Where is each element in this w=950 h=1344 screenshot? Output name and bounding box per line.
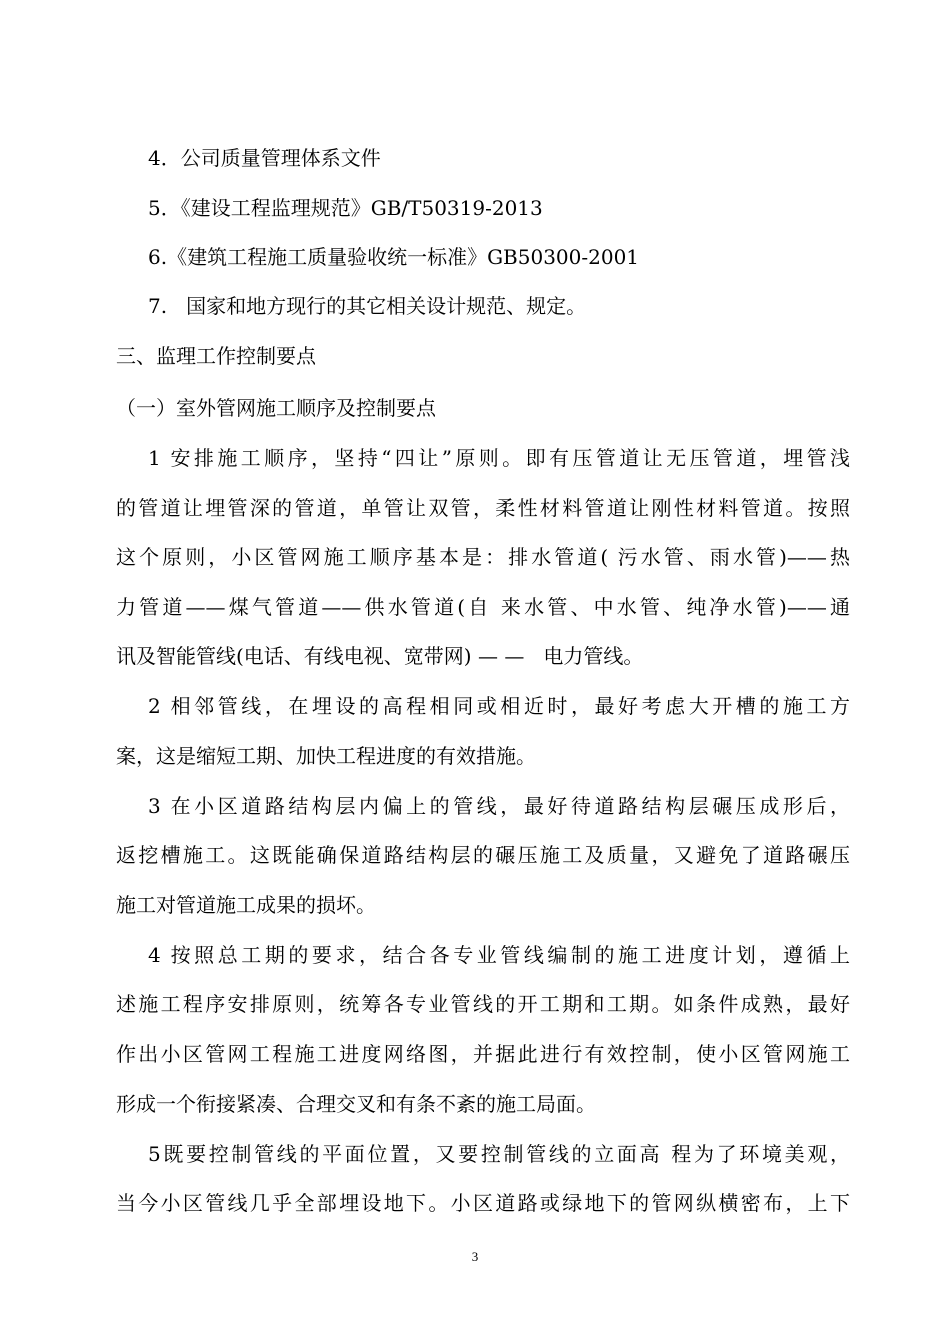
- reference-item-4: 4．公司质量管理体系文件: [148, 146, 381, 170]
- paragraph-line: 这个原则，小区管网施工顺序基本是：排水管道( 污水管、雨水管)——热: [116, 545, 850, 569]
- paragraph-line: 当今小区管线几乎全部埋设地下。小区道路或绿地下的管网纵横密布，上下: [116, 1191, 850, 1215]
- subsection-heading: （一）室外管网施工顺序及控制要点: [116, 396, 436, 420]
- reference-item-5: 5．《建设工程监理规范》GB/T50319-2013: [148, 196, 543, 220]
- paragraph-line: 作出小区管网工程施工进度网络图，并据此进行有效控制，使小区管网施工: [116, 1042, 850, 1066]
- paragraph-line: 的管道让埋管深的管道，单管让双管，柔性材料管道让刚性材料管道。按照: [116, 496, 850, 520]
- paragraph-line: 3 在小区道路结构层内偏上的管线，最好待道路结构层碾压成形后，: [148, 794, 850, 818]
- paragraph-line: 2 相邻管线，在埋设的高程相同或相近时，最好考虑大开槽的施工方: [148, 694, 850, 718]
- page-number: 3: [471, 1249, 479, 1264]
- paragraph-line: 1 安排施工顺序，坚持“四让”原则。即有压管道让无压管道，埋管浅: [148, 446, 850, 470]
- paragraph-line: 5既要控制管线的平面位置，又要控制管线的立面高 程为了环境美观，: [148, 1142, 850, 1166]
- paragraph-line: 4 按照总工期的要求，结合各专业管线编制的施工进度计划，遵循上: [148, 943, 850, 967]
- reference-item-6: 6.《建筑工程施工质量验收统一标准》GB50300-2001: [148, 245, 640, 269]
- paragraph-line: 形成一个衔接紧凑、合理交叉和有条不紊的施工局面。: [116, 1092, 596, 1116]
- paragraph-line: 力管道——煤气管道——供水管道(自 来水管、中水管、纯净水管)——通: [116, 595, 850, 619]
- reference-item-7: 7. 国家和地方现行的其它相关设计规范、规定。: [148, 294, 587, 318]
- paragraph-line: 施工对管道施工成果的损坏。: [116, 893, 376, 917]
- paragraph-line: 案，这是缩短工期、加快工程进度的有效措施。: [116, 744, 536, 768]
- paragraph-line: 讯及智能管线(电话、有线电视、宽带网) — — 电力管线。: [116, 644, 644, 668]
- paragraph-line: 返挖槽施工。这既能确保道路结构层的碾压施工及质量，又避免了道路碾压: [116, 843, 850, 867]
- paragraph-line: 述施工程序安排原则，统筹各专业管线的开工期和工期。如条件成熟，最好: [116, 992, 850, 1016]
- section-heading: 三、监理工作控制要点: [116, 344, 316, 368]
